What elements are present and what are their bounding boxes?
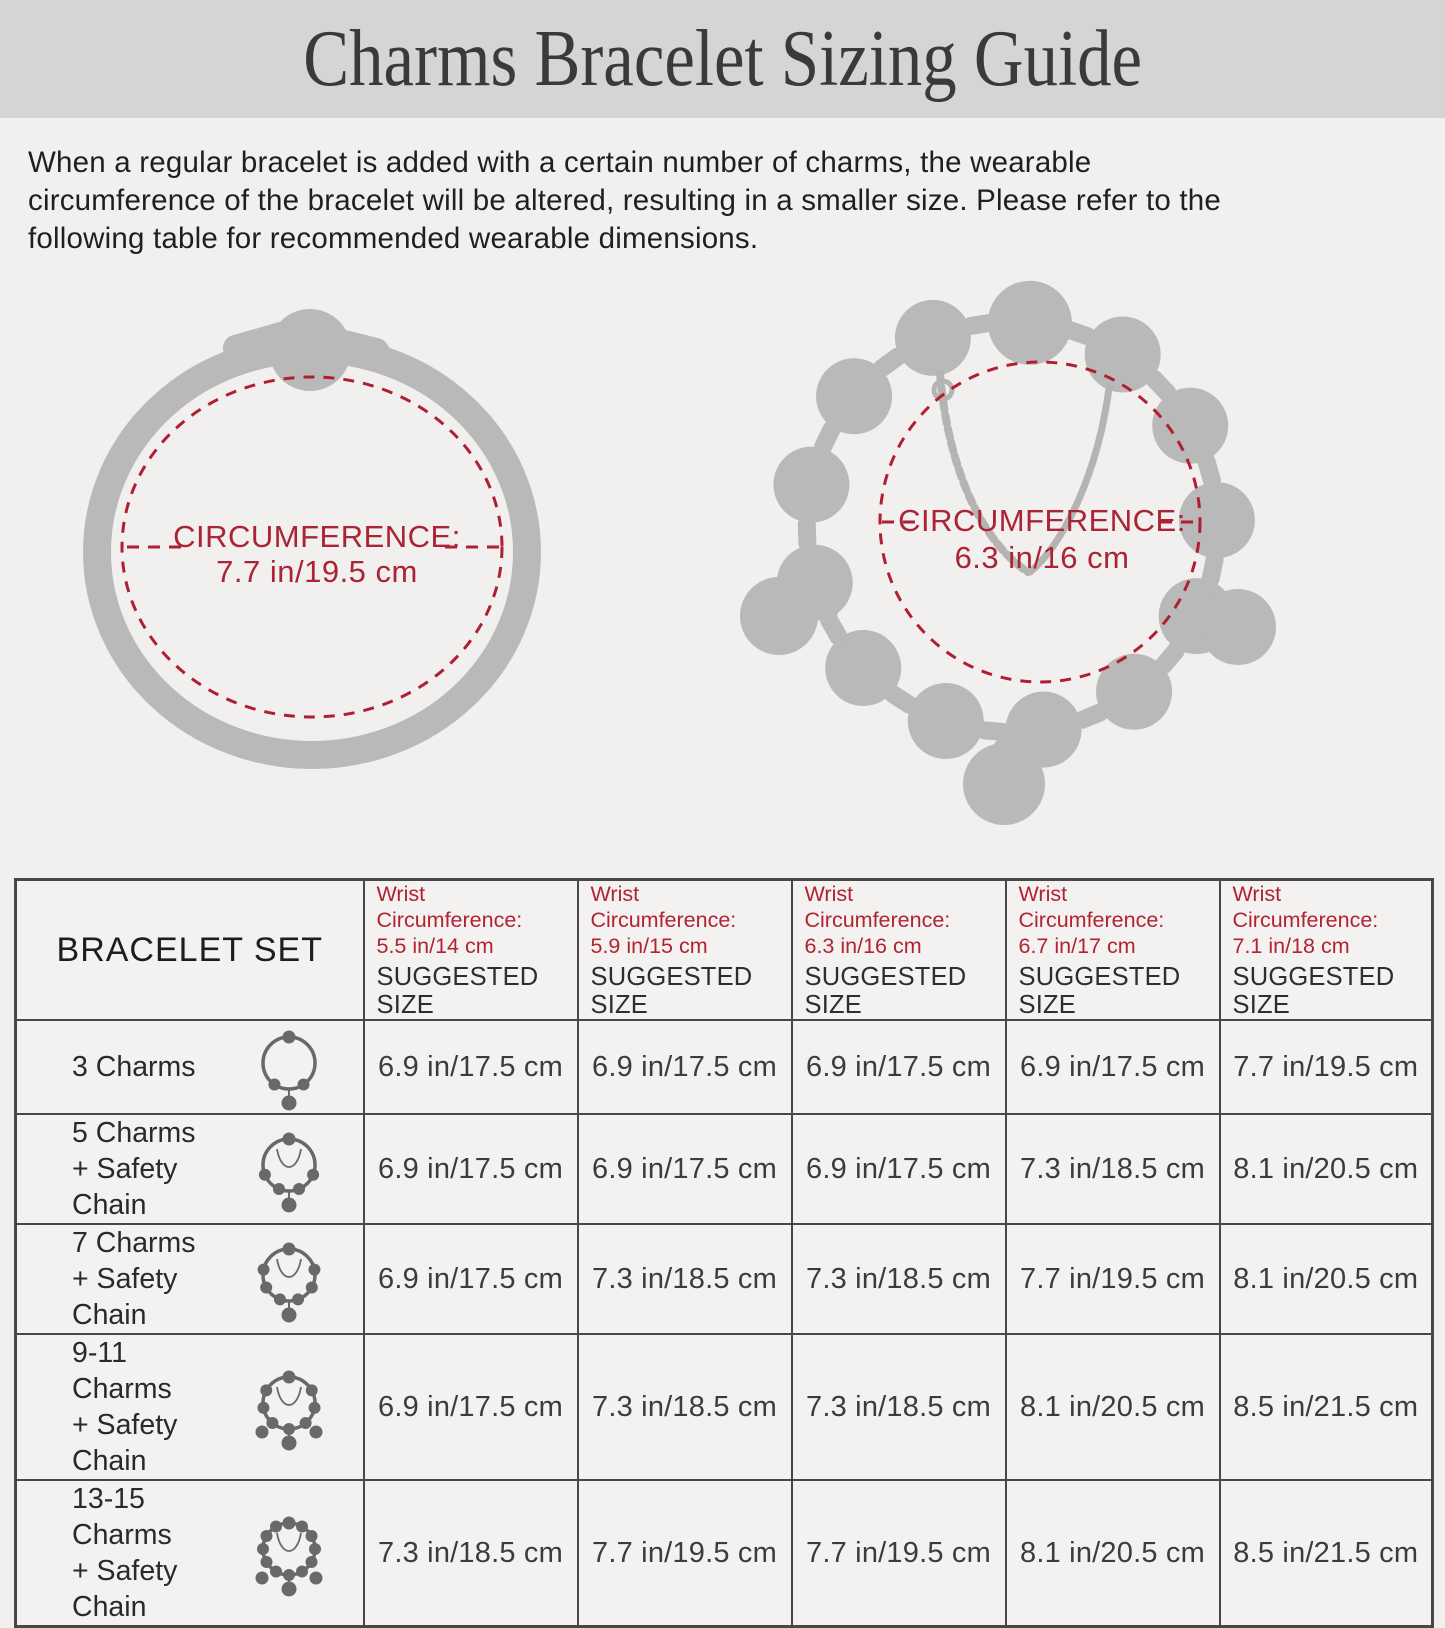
circumference-label: CIRCUMFERENCE:: [173, 519, 461, 554]
size-cell: 7.3 in/18.5 cm: [364, 1480, 578, 1627]
table-row: [16, 1334, 1433, 1480]
size-cell: 6.9 in/17.5 cm: [364, 1334, 578, 1480]
circumference-value: 7.7 in/19.5 cm: [216, 554, 418, 589]
clasp-ball: [269, 309, 351, 391]
table-row: [16, 1020, 1433, 1114]
col-header-wrist-5: [1220, 880, 1433, 1021]
size-cell: 7.7 in/19.5 cm: [1220, 1020, 1433, 1114]
size-cell: 6.9 in/17.5 cm: [364, 1114, 578, 1224]
wrist-circumference-label: Wrist Circumference: 7.1 in/18 cm: [1232, 882, 1379, 958]
bracelet-set-icon: [241, 1361, 337, 1453]
bracelet-set-label: 7 Charms + Safety Chain: [72, 1227, 196, 1331]
size-cell: 8.5 in/21.5 cm: [1220, 1480, 1433, 1627]
charm-bracelet-diagram: [722, 272, 1282, 832]
table-header-row: [16, 880, 1433, 1021]
size-cell: 7.7 in/19.5 cm: [1006, 1224, 1220, 1334]
bracelet-set-cell: [16, 1114, 364, 1224]
circumference-label: CIRCUMFERENCE:: [898, 503, 1186, 538]
bracelet-set-label: 13-15 Charms + Safety Chain: [72, 1483, 178, 1623]
size-cell: 6.9 in/17.5 cm: [578, 1020, 792, 1114]
col-header-wrist-1: [364, 880, 578, 1021]
size-cell: 7.3 in/18.5 cm: [578, 1224, 792, 1334]
suggested-size-label: SUGGESTED SIZE: [1232, 963, 1395, 1019]
size-cell: 6.9 in/17.5 cm: [1006, 1020, 1220, 1114]
size-cell: 8.1 in/20.5 cm: [1220, 1224, 1433, 1334]
size-cell: 8.1 in/20.5 cm: [1220, 1114, 1433, 1224]
size-cell: 7.3 in/18.5 cm: [1006, 1114, 1220, 1224]
bracelet-set-icon: [241, 1507, 337, 1599]
size-cell: 7.3 in/18.5 cm: [792, 1224, 1006, 1334]
col-header-wrist-4: [1006, 880, 1220, 1021]
wrist-circumference-label: Wrist Circumference: 5.9 in/15 cm: [590, 882, 737, 958]
dangle-charm: [963, 743, 1045, 825]
col-header-wrist-3: [792, 880, 1006, 1021]
size-cell: 8.1 in/20.5 cm: [1006, 1334, 1220, 1480]
size-cell: 6.9 in/17.5 cm: [364, 1224, 578, 1334]
size-cell: 7.7 in/19.5 cm: [578, 1480, 792, 1627]
size-cell: 7.3 in/18.5 cm: [578, 1334, 792, 1480]
bracelet-set-label: 3 Charms: [72, 1051, 196, 1083]
title-band: [0, 0, 1445, 118]
suggested-size-label: SUGGESTED SIZE: [590, 963, 753, 1019]
wrist-circumference-label: Wrist Circumference: 6.7 in/17 cm: [1018, 882, 1165, 958]
bracelet-set-cell: [16, 1224, 364, 1334]
intro-paragraph: [28, 144, 1428, 258]
size-cell: 6.9 in/17.5 cm: [792, 1020, 1006, 1114]
size-cell: 8.5 in/21.5 cm: [1220, 1334, 1433, 1480]
intro-line: When a regular bracelet is added with a certain number of charms, the wearable: [28, 146, 1092, 179]
wrist-circumference-label: Wrist Circumference: 6.3 in/16 cm: [804, 882, 951, 958]
table-row: [16, 1480, 1433, 1627]
bracelet-set-cell: [16, 1334, 364, 1480]
bracelet-set-label: 5 Charms + Safety Chain: [72, 1117, 196, 1221]
bracelet-set-cell: [16, 1020, 364, 1114]
bracelet-set-icon: [241, 1021, 337, 1113]
dangle-charm: [1200, 589, 1276, 665]
plain-bracelet-diagram: [30, 280, 570, 800]
suggested-size-label: SUGGESTED SIZE: [376, 963, 539, 1019]
bracelet-set-icon: [241, 1123, 337, 1215]
table-row: [16, 1114, 1433, 1224]
suggested-size-label: SUGGESTED SIZE: [1018, 963, 1181, 1019]
bracelet-set-icon: [241, 1233, 337, 1325]
size-cell: 6.9 in/17.5 cm: [364, 1020, 578, 1114]
bracelet-set-cell: [16, 1480, 364, 1627]
dangle-charm: [740, 577, 818, 655]
size-cell: 6.9 in/17.5 cm: [578, 1114, 792, 1224]
bracelet-set-label: 9-11 Charms + Safety Chain: [72, 1337, 178, 1477]
sizing-table: [14, 878, 1434, 1628]
size-cell: 7.3 in/18.5 cm: [792, 1334, 1006, 1480]
col-header-wrist-2: [578, 880, 792, 1021]
page-title: Charms Bracelet Sizing Guide: [303, 14, 1142, 103]
size-cell: 6.9 in/17.5 cm: [792, 1114, 1006, 1224]
size-cell: 7.7 in/19.5 cm: [792, 1480, 1006, 1627]
intro-line: following table for recommended wearable dimensions.: [28, 222, 759, 255]
suggested-size-label: SUGGESTED SIZE: [804, 963, 967, 1019]
size-cell: 8.1 in/20.5 cm: [1006, 1480, 1220, 1627]
bracelet-set-header: BRACELET SET: [16, 880, 364, 1021]
table-row: [16, 1224, 1433, 1334]
wrist-circumference-label: Wrist Circumference: 5.5 in/14 cm: [376, 882, 523, 958]
circumference-value: 6.3 in/16 cm: [954, 540, 1130, 575]
intro-line: circumference of the bracelet will be altered, resulting in a smaller size. Please refer to the: [28, 184, 1221, 217]
